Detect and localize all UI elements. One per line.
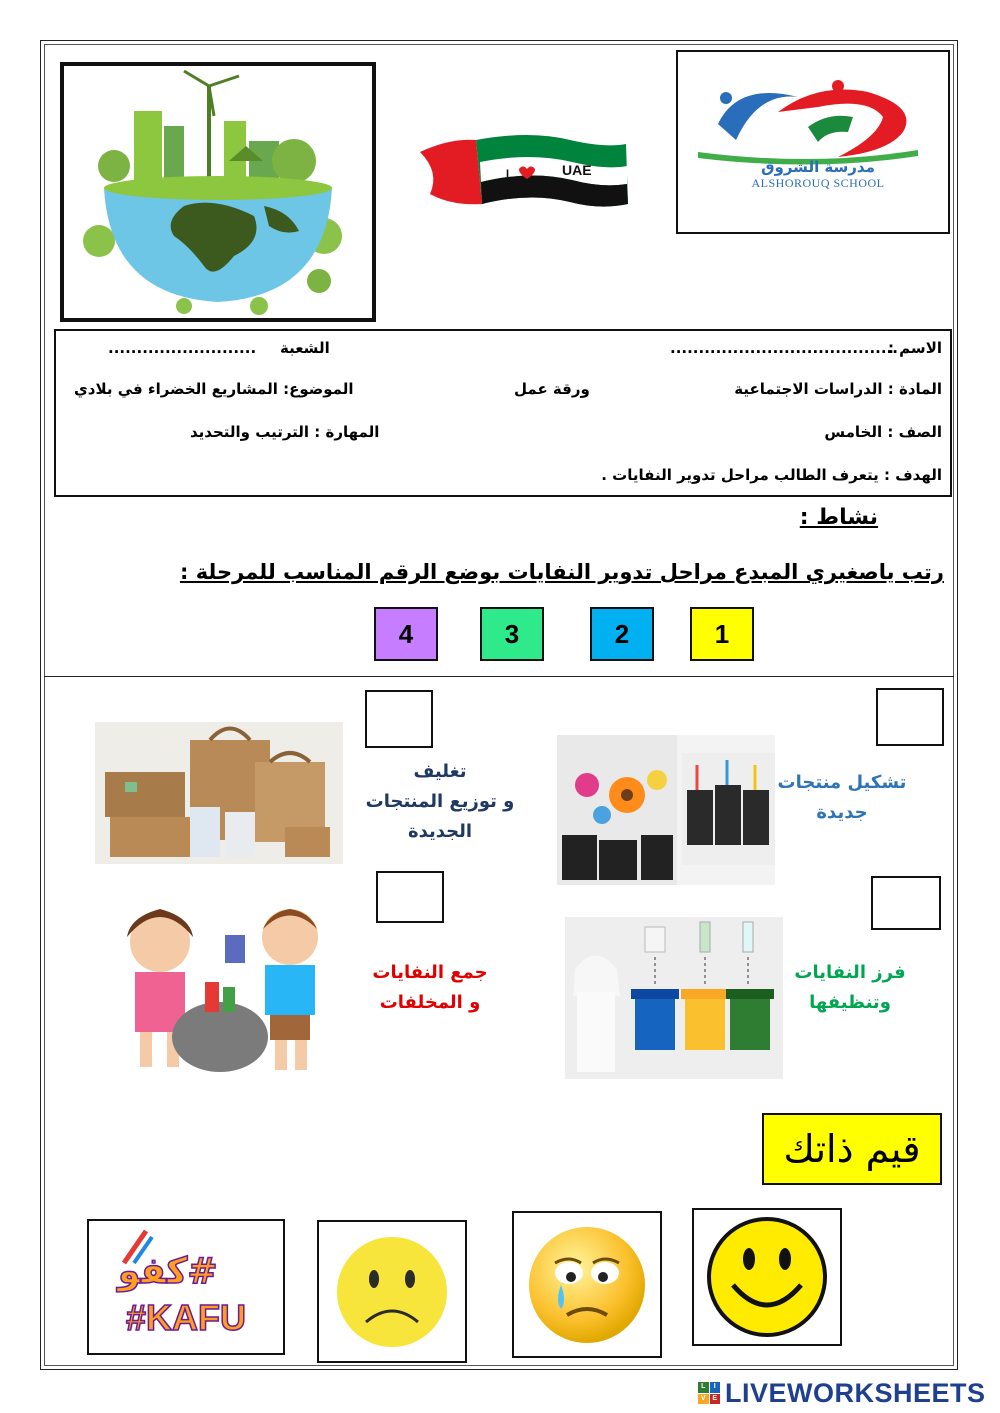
collecting-line-1: جمع النفايات	[372, 962, 488, 983]
answer-box-forming[interactable]	[876, 688, 944, 746]
number-tile-label: 1	[714, 618, 730, 649]
answer-box-collecting[interactable]	[376, 871, 444, 923]
school-logo-icon	[678, 52, 948, 172]
uae-flag	[420, 132, 632, 218]
kafu-option[interactable]	[87, 1219, 285, 1355]
answer-box-sorting[interactable]	[871, 876, 941, 930]
svg-text:I: I	[506, 168, 510, 180]
happy-face-option[interactable]	[692, 1208, 842, 1346]
jars-flowers-icon	[557, 735, 775, 885]
number-tile-2[interactable]	[590, 607, 654, 661]
sorting-bins-photo	[565, 917, 783, 1079]
step-label-packaging	[350, 757, 530, 847]
name-label: الاسم :	[887, 339, 942, 357]
sad-face-icon	[334, 1234, 450, 1350]
green-city-earth-icon	[64, 66, 372, 318]
activity-instruction: رتب ياصغيري المبدع مراحل تدوير النفايات بوضع الرقم المناسب للمرحلة :	[179, 560, 944, 584]
section-field[interactable]: ..........................	[108, 339, 257, 357]
kids-collecting-trash-icon	[105, 897, 341, 1079]
liveworksheets-brand	[698, 1378, 986, 1408]
paper-bags-icon	[95, 722, 343, 864]
number-tile-4[interactable]	[374, 607, 438, 661]
packaging-line-3: الجديدة	[407, 821, 473, 842]
uae-flag-icon	[420, 132, 632, 218]
liveworksheets-logo-icon: L I V E	[698, 1382, 720, 1404]
activity-title: نشاط :	[799, 505, 878, 530]
school-logo-box	[676, 50, 950, 234]
sad-face-option[interactable]	[317, 1220, 467, 1363]
school-name-arabic: مدرسة الشروق	[761, 158, 875, 176]
liveworksheets-text: LIVEWORKSHEETS	[725, 1377, 986, 1408]
step-label-forming	[772, 768, 912, 828]
goal-text: الهدف : يتعرف الطالب مراحل تدوير النفايات .	[601, 466, 942, 484]
skill-text: المهارة : الترتيب والتحديد	[190, 423, 380, 441]
step-label-sorting	[780, 958, 920, 1018]
subject-text: المادة : الدراسات الاجتماعية	[734, 380, 942, 398]
step-label-collecting	[360, 958, 500, 1018]
number-tile-3[interactable]	[480, 607, 544, 661]
number-tile-label: 3	[504, 618, 520, 649]
kids-collecting-photo	[105, 897, 341, 1079]
flag-text: UAE	[562, 162, 592, 178]
kafu-arabic: #كفو	[118, 1251, 218, 1292]
happy-face-icon	[705, 1215, 829, 1339]
school-name-english: ALSHOROUQ SCHOOL	[751, 176, 885, 190]
sorting-line-2: وتنظيفها	[809, 992, 891, 1013]
name-field[interactable]: ........................................	[670, 339, 898, 357]
worksheet-text: ورقة عمل	[514, 380, 590, 398]
answer-box-packaging[interactable]	[365, 690, 433, 748]
crying-face-icon	[525, 1223, 649, 1347]
forming-line-1: تشكيل منتجات	[777, 772, 907, 793]
crying-face-option[interactable]	[512, 1211, 662, 1358]
section-divider	[44, 676, 954, 677]
forming-line-2: جديدة	[816, 802, 868, 823]
collecting-line-2: و المخلفات	[379, 992, 481, 1013]
number-tile-1[interactable]	[690, 607, 754, 661]
recycling-bins-icon	[565, 917, 783, 1079]
grade-text: الصف : الخامس	[824, 423, 942, 441]
new-products-photo	[557, 735, 775, 885]
topic-text: الموضوع: المشاريع الخضراء في بلادي	[74, 380, 354, 398]
packaging-line-2: و توزيع المنتجات	[365, 791, 515, 812]
packaging-line-1: تغليف	[413, 761, 467, 782]
number-tile-label: 4	[398, 618, 414, 649]
packaging-photo	[95, 722, 343, 864]
section-label: الشعبة	[280, 339, 330, 357]
green-earth-illustration	[60, 62, 376, 322]
self-assessment-title: قيم ذاتك	[762, 1113, 942, 1185]
kafu-badge	[96, 1227, 276, 1347]
number-tile-label: 2	[614, 618, 630, 649]
sorting-line-1: فرز النفايات	[794, 962, 906, 983]
kafu-english: #KAFU	[126, 1297, 247, 1338]
